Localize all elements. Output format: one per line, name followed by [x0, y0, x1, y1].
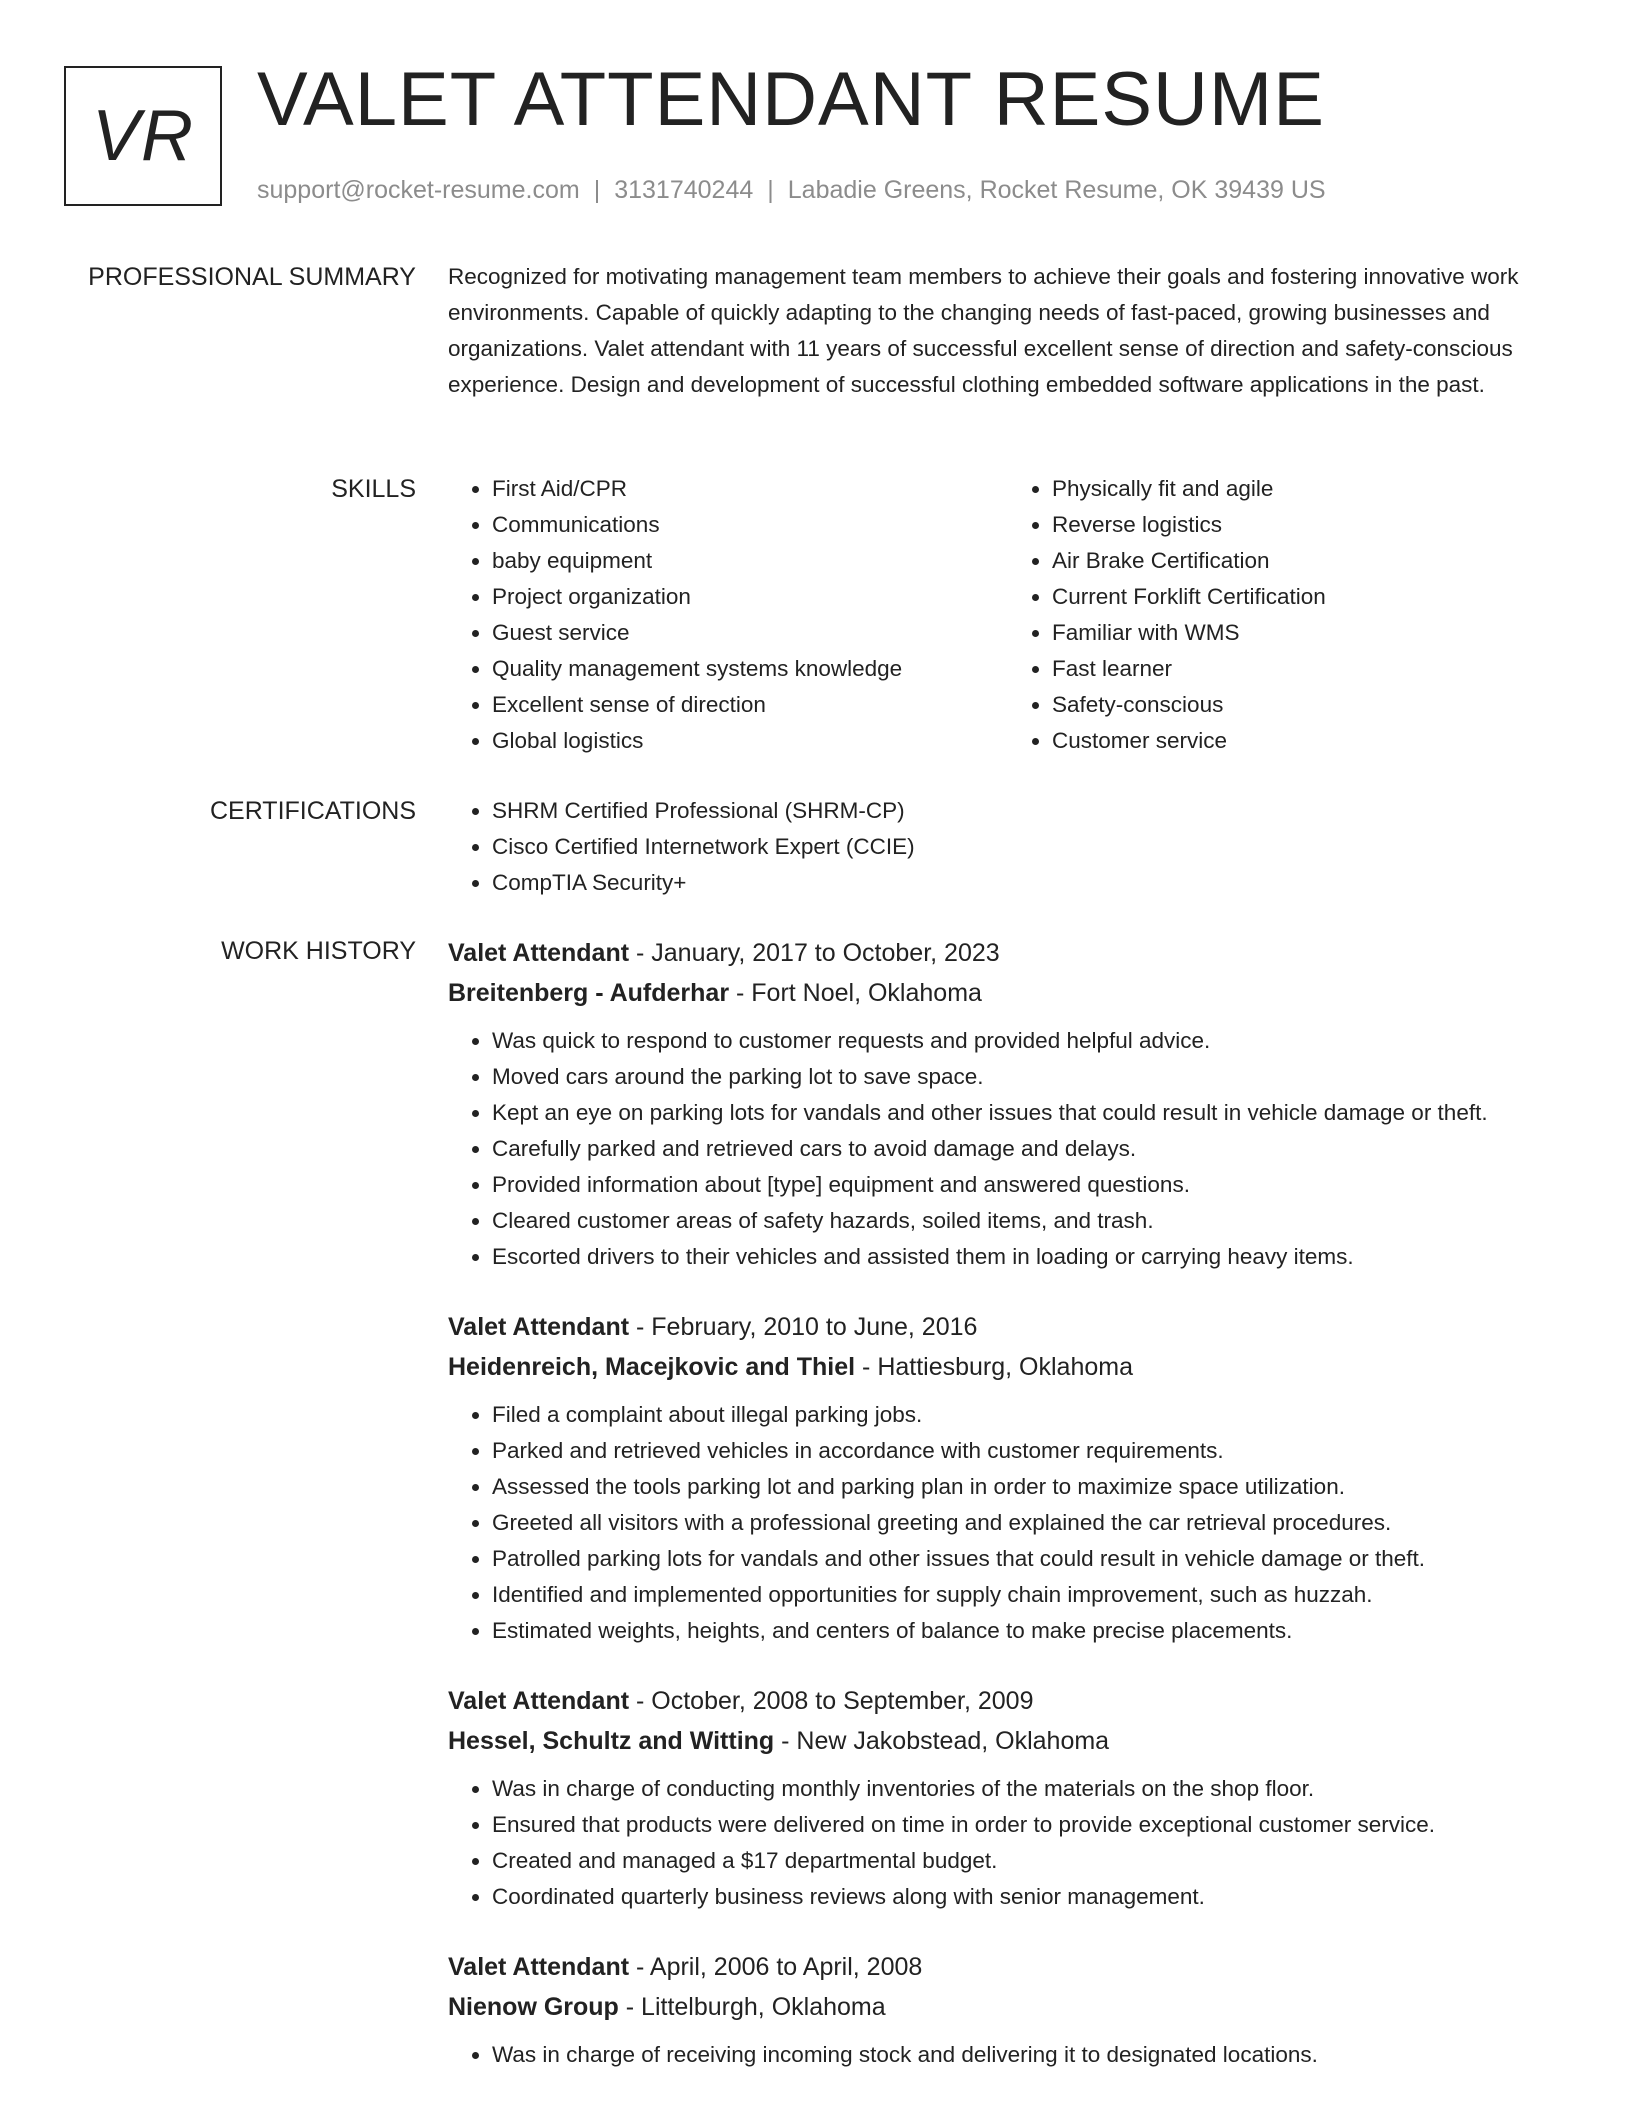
skill-item: • Quality management systems knowledge [492, 651, 1008, 687]
job-title-line [448, 933, 1568, 973]
skill-item: • Physically fit and agile [1052, 471, 1568, 507]
summary-body [448, 259, 1568, 403]
job-title-line [448, 1307, 1568, 1347]
skill-item: • Current Forklift Certification [1052, 579, 1568, 615]
job-duties-list [448, 1397, 1568, 1649]
skill-item: • Fast learner [1052, 651, 1568, 687]
job-title: Valet Attendant [448, 1313, 630, 1341]
job-duty-item: • Carefully parked and retrieved cars to avoid damage and delays. [492, 1131, 1568, 1167]
section-heading-work-history: WORK HISTORY [221, 937, 416, 965]
section-heading-skills: SKILLS [331, 475, 416, 503]
job-title: Valet Attendant [448, 1687, 630, 1715]
certification-item: • CompTIA Security+ [492, 865, 1568, 901]
skill-item: • First Aid/CPR [492, 471, 1008, 507]
section-heading-certifications: CERTIFICATIONS [209, 797, 416, 825]
job-company: Breitenberg - Aufderhar [448, 979, 730, 1007]
summary-text: Recognized for motivating management team members to achieve their goals and fostering innovative work environments. Capable of quickly adapting to the changing needs of fast-paced, growing businesses and organizations. Valet attendant with 11 years of successful excellent sense of direction and safety-conscious experience. Design and development of successful clothing embedded software applications in the past. [448, 264, 1519, 397]
job-title-line [448, 1681, 1568, 1721]
job-duty-item: • Estimated weights, heights, and centers of balance to make precise placements. [492, 1613, 1568, 1649]
job-title: Valet Attendant [448, 1953, 630, 1981]
job-duty-item: • Was in charge of receiving incoming stock and delivering it to designated locations. [492, 2037, 1568, 2073]
job-duties-list [448, 1023, 1568, 1275]
certifications-list [448, 793, 1568, 901]
job-duty-item: • Cleared customer areas of safety hazards, soiled items, and trash. [492, 1203, 1568, 1239]
job-company-line [448, 1347, 1568, 1387]
job-duty-item: • Ensured that products were delivered on time in order to provide exceptional customer service. [492, 1807, 1568, 1843]
job-entry [448, 1307, 1568, 1649]
job-title-line [448, 1947, 1568, 1987]
job-location: - Littelburgh, Oklahoma [625, 1993, 886, 2021]
job-duty-item: • Was quick to respond to customer requests and provided helpful advice. [492, 1023, 1568, 1059]
skill-item: • Safety-conscious [1052, 687, 1568, 723]
job-duties-list [448, 1771, 1568, 1915]
job-duty-item: • Assessed the tools parking lot and parking plan in order to maximize space utilization. [492, 1469, 1568, 1505]
job-duty-item: • Created and managed a $17 departmental budget. [492, 1843, 1568, 1879]
job-duties-list [448, 2037, 1568, 2073]
job-duty-item: • Was in charge of conducting monthly inventories of the materials on the shop floor. [492, 1771, 1568, 1807]
skill-item: • Project organization [492, 579, 1008, 615]
contact-line [257, 174, 1326, 206]
skill-item: • Customer service [1052, 723, 1568, 759]
job-company-line [448, 973, 1568, 1013]
contact-separator: | [767, 176, 774, 204]
job-duty-item: • Coordinated quarterly business reviews along with senior management. [492, 1879, 1568, 1915]
job-location: - New Jakobstead, Oklahoma [781, 1727, 1110, 1755]
certification-item: • SHRM Certified Professional (SHRM-CP) [492, 793, 1568, 829]
certifications-body [448, 793, 1568, 901]
job-entry [448, 933, 1568, 1275]
job-company: Nienow Group [448, 1993, 619, 2021]
job-location: - Fort Noel, Oklahoma [736, 979, 982, 1007]
skill-item: • Communications [492, 507, 1008, 543]
skill-item: • Familiar with WMS [1052, 615, 1568, 651]
job-dates: - April, 2006 to April, 2008 [636, 1953, 923, 1981]
skills-body [448, 471, 1568, 759]
section-heading-summary: PROFESSIONAL SUMMARY [88, 263, 416, 291]
job-company: Hessel, Schultz and Witting [448, 1727, 775, 1755]
job-duty-item: • Escorted drivers to their vehicles and assisted them in loading or carrying heavy items. [492, 1239, 1568, 1275]
skill-item: • baby equipment [492, 543, 1008, 579]
job-dates: - October, 2008 to September, 2009 [636, 1687, 1034, 1715]
job-duty-item: • Provided information about [type] equipment and answered questions. [492, 1167, 1568, 1203]
job-entry [448, 1947, 1568, 2073]
skills-list-right [1008, 471, 1568, 759]
job-company-line [448, 1987, 1568, 2027]
job-dates: - January, 2017 to October, 2023 [636, 939, 1000, 967]
job-company: Heidenreich, Macejkovic and Thiel [448, 1353, 856, 1381]
job-title: Valet Attendant [448, 939, 630, 967]
job-duty-item: • Parked and retrieved vehicles in accordance with customer requirements. [492, 1433, 1568, 1469]
job-company-line [448, 1721, 1568, 1761]
job-duty-item: • Filed a complaint about illegal parking jobs. [492, 1397, 1568, 1433]
job-entry [448, 1681, 1568, 1915]
skill-item: • Guest service [492, 615, 1008, 651]
contact-email: support@rocket-resume.com [257, 176, 580, 204]
job-dates: - February, 2010 to June, 2016 [636, 1313, 978, 1341]
contact-separator: | [593, 176, 601, 204]
contact-address: Labadie Greens, Rocket Resume, OK 39439 US [787, 176, 1326, 204]
monogram-initials: VR [91, 96, 195, 176]
job-duty-item: • Moved cars around the parking lot to save space. [492, 1059, 1568, 1095]
certification-item: • Cisco Certified Internetwork Expert (CCIE) [492, 829, 1568, 865]
job-duty-item: • Patrolled parking lots for vandals and other issues that could result in vehicle damage or theft. [492, 1541, 1568, 1577]
monogram-logo [64, 66, 222, 206]
contact-phone: 3131740244 [614, 176, 754, 204]
job-duty-item: • Kept an eye on parking lots for vandals and other issues that could result in vehicle damage or theft. [492, 1095, 1568, 1131]
job-location: - Hattiesburg, Oklahoma [862, 1353, 1133, 1381]
job-duty-item: • Identified and implemented opportunities for supply chain improvement, such as huzzah. [492, 1577, 1568, 1613]
job-duty-item: • Greeted all visitors with a professional greeting and explained the car retrieval procedures. [492, 1505, 1568, 1541]
resume-title: VALET ATTENDANT RESUME [257, 57, 1325, 142]
work-history-body [448, 933, 1568, 2105]
skills-list-left [448, 471, 1008, 759]
skill-item: • Air Brake Certification [1052, 543, 1568, 579]
skill-item: • Reverse logistics [1052, 507, 1568, 543]
skill-item: • Excellent sense of direction [492, 687, 1008, 723]
skill-item: • Global logistics [492, 723, 1008, 759]
